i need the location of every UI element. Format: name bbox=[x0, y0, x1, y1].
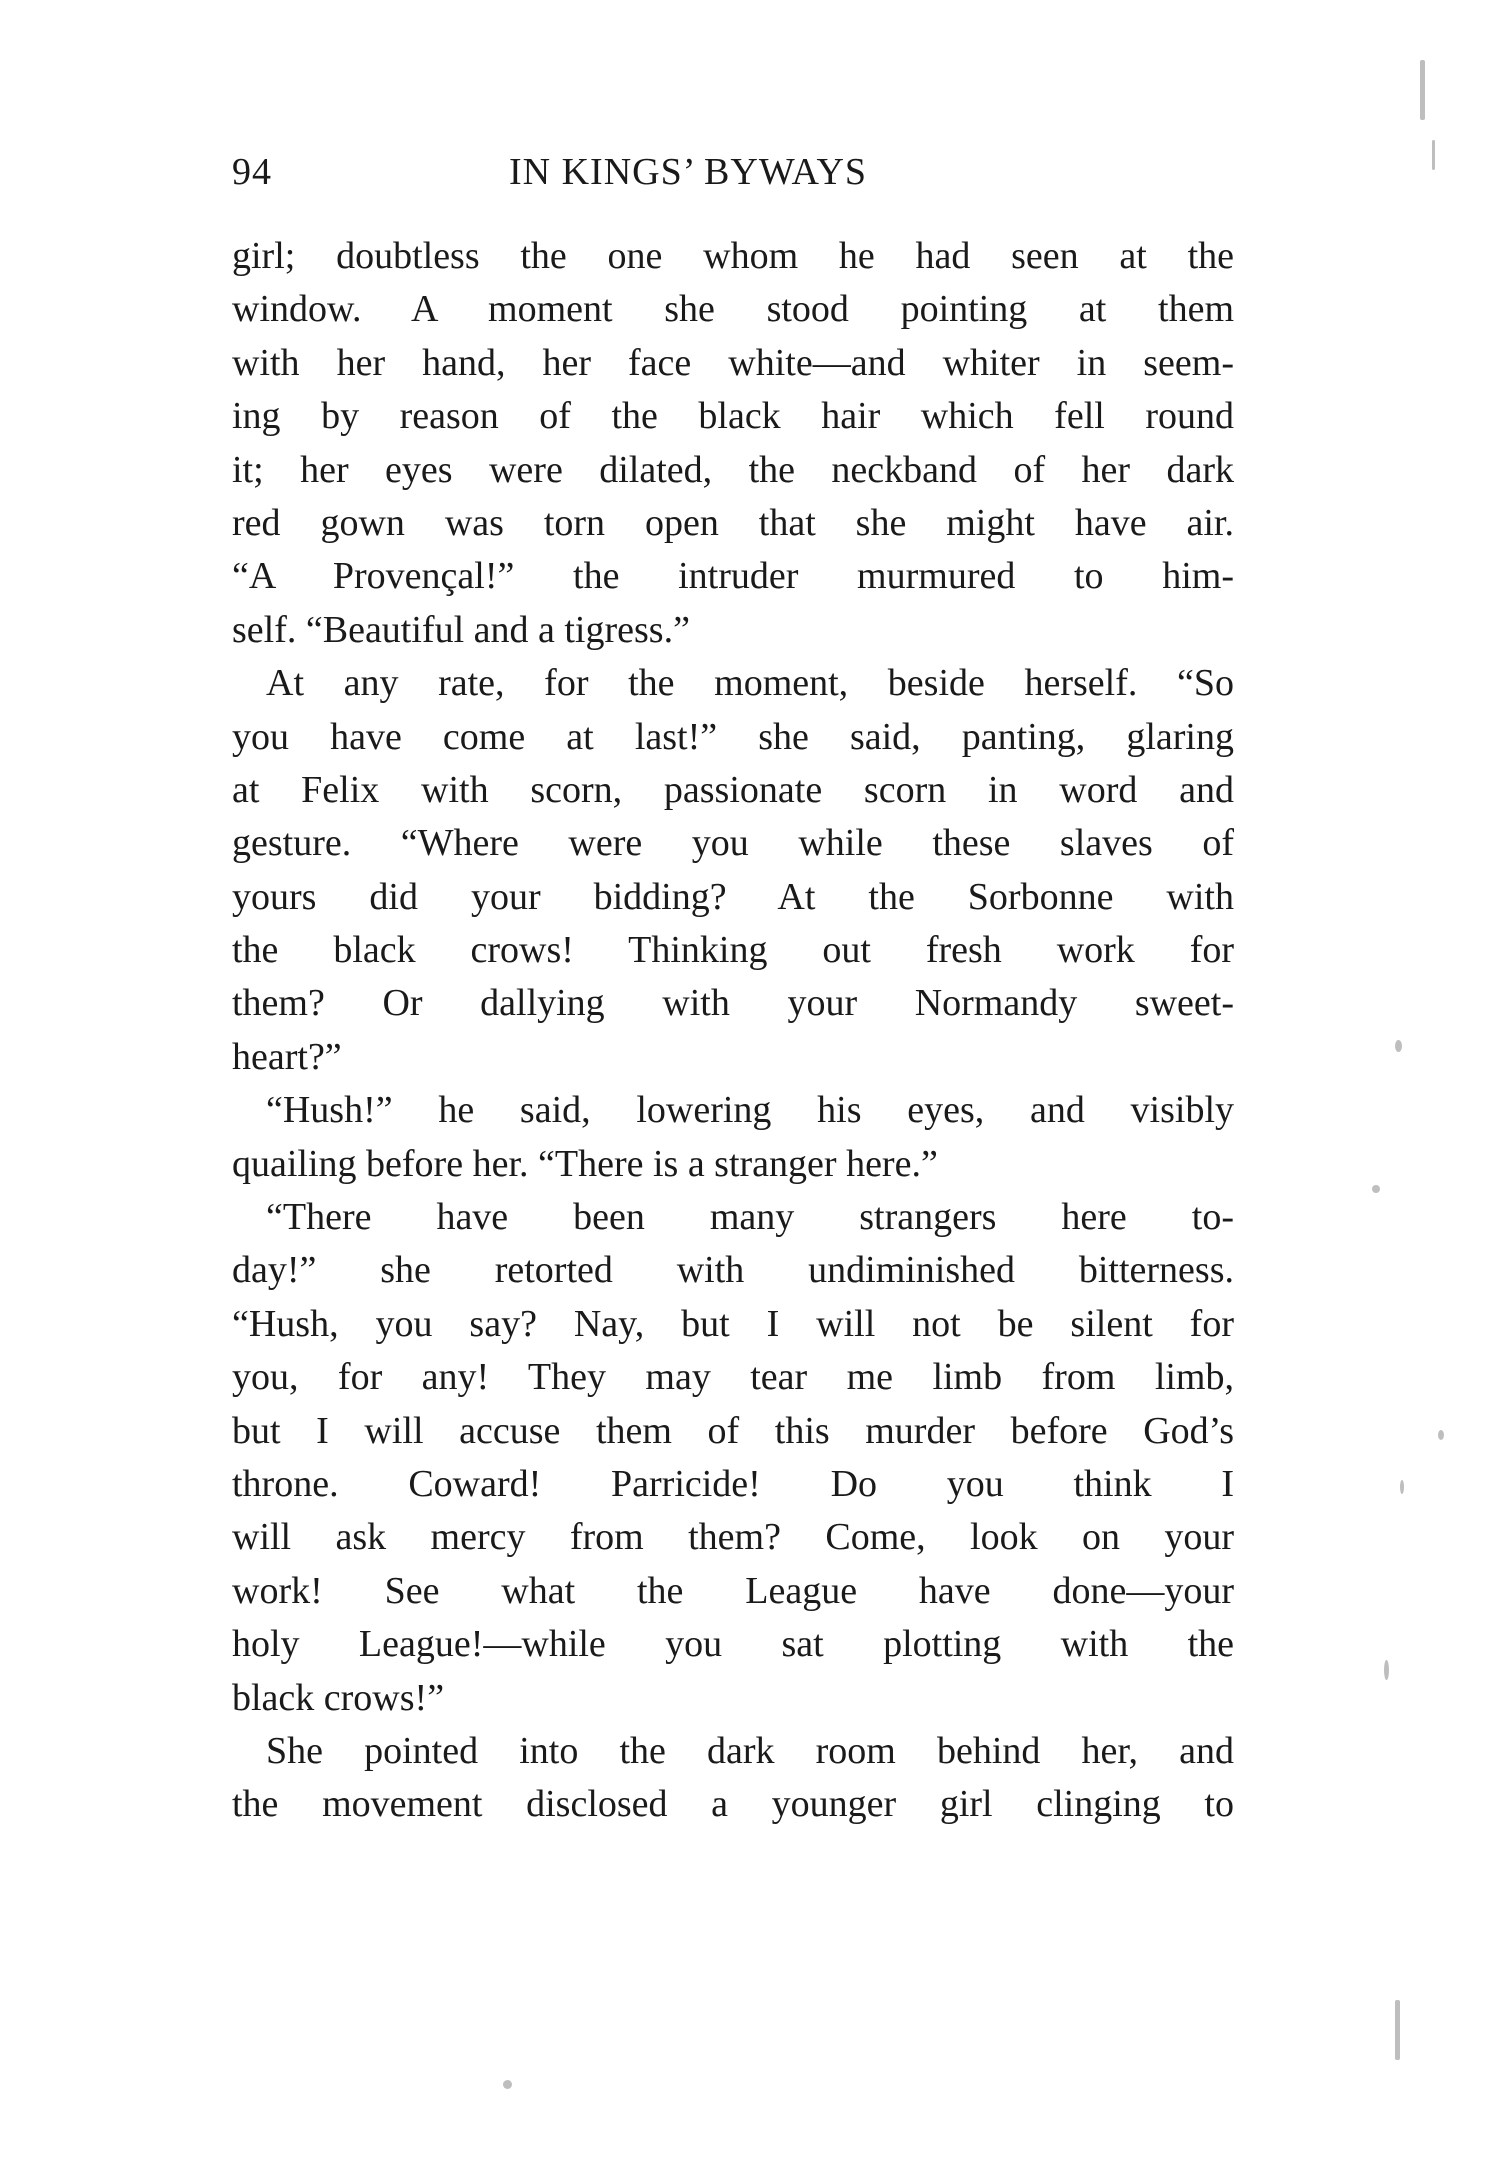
text-line: gesture. “Where were you while these slaves of bbox=[232, 822, 1234, 865]
text-line: with her hand, her face white—and whiter in seem- bbox=[232, 341, 1234, 384]
print-speckle bbox=[503, 2080, 512, 2089]
text-line: “Hush!” he said, lowering his eyes, and visibly bbox=[266, 1089, 1234, 1132]
text-line: “Hush, you say? Nay, but I will not be silent for bbox=[232, 1302, 1234, 1345]
text-line: the black crows! Thinking out fresh work for bbox=[232, 929, 1234, 972]
text-line: will ask mercy from them? Come, look on your bbox=[232, 1516, 1234, 1559]
text-line: self. “Beautiful and a tigress.” bbox=[232, 608, 690, 651]
print-speckle bbox=[1372, 1185, 1380, 1193]
text-line: the movement disclosed a younger girl clinging to bbox=[232, 1783, 1234, 1826]
print-speckle bbox=[1400, 1480, 1404, 1494]
print-speckle bbox=[1438, 1430, 1444, 1440]
text-line: girl; doubtless the one whom he had seen at the bbox=[232, 235, 1234, 277]
text-line: She pointed into the dark room behind her, and bbox=[266, 1729, 1234, 1772]
text-line: yours did your bidding? At the Sorbonne with bbox=[232, 875, 1234, 918]
text-line: “There have been many strangers here to- bbox=[266, 1196, 1234, 1239]
text-line: work! See what the League have done—your bbox=[232, 1569, 1234, 1612]
text-line: black crows!” bbox=[232, 1676, 445, 1719]
text-line: At any rate, for the moment, beside herself. “So bbox=[266, 662, 1234, 705]
text-line: them? Or dallying with your Normandy sweet- bbox=[232, 982, 1234, 1025]
text-line: “A Provençal!” the intruder murmured to him- bbox=[232, 555, 1234, 598]
text-line: at Felix with scorn, passionate scorn in word and bbox=[232, 768, 1234, 811]
running-head: IN KINGS’ BYWAYS bbox=[509, 151, 868, 193]
text-line: window. A moment she stood pointing at them bbox=[232, 288, 1234, 331]
text-line: day!” she retorted with undiminished bitterness. bbox=[232, 1249, 1234, 1292]
print-speckle bbox=[1395, 2000, 1400, 2060]
text-line: ing by reason of the black hair which fell round bbox=[232, 395, 1234, 438]
text-line: red gown was torn open that she might have air. bbox=[232, 501, 1234, 544]
text-line: holy League!—while you sat plotting with the bbox=[232, 1623, 1234, 1666]
page-header bbox=[232, 150, 1232, 200]
text-line: quailing before her. “There is a stranger here.” bbox=[232, 1142, 938, 1185]
print-speckle bbox=[1432, 140, 1435, 170]
text-line: throne. Coward! Parricide! Do you think I bbox=[232, 1462, 1234, 1505]
text-line: but I will accuse them of this murder before God’s bbox=[232, 1409, 1234, 1452]
text-line: it; her eyes were dilated, the neckband of her dark bbox=[232, 448, 1234, 491]
body-text bbox=[232, 230, 1234, 1832]
print-speckle bbox=[1420, 60, 1425, 120]
text-line: you have come at last!” she said, panting, glaring bbox=[232, 715, 1234, 758]
print-speckle bbox=[1384, 1660, 1389, 1680]
print-speckle bbox=[1395, 1040, 1402, 1052]
text-line: you, for any! They may tear me limb from limb, bbox=[232, 1356, 1234, 1399]
page-number: 94 bbox=[232, 151, 272, 193]
text-line: heart?” bbox=[232, 1035, 342, 1078]
